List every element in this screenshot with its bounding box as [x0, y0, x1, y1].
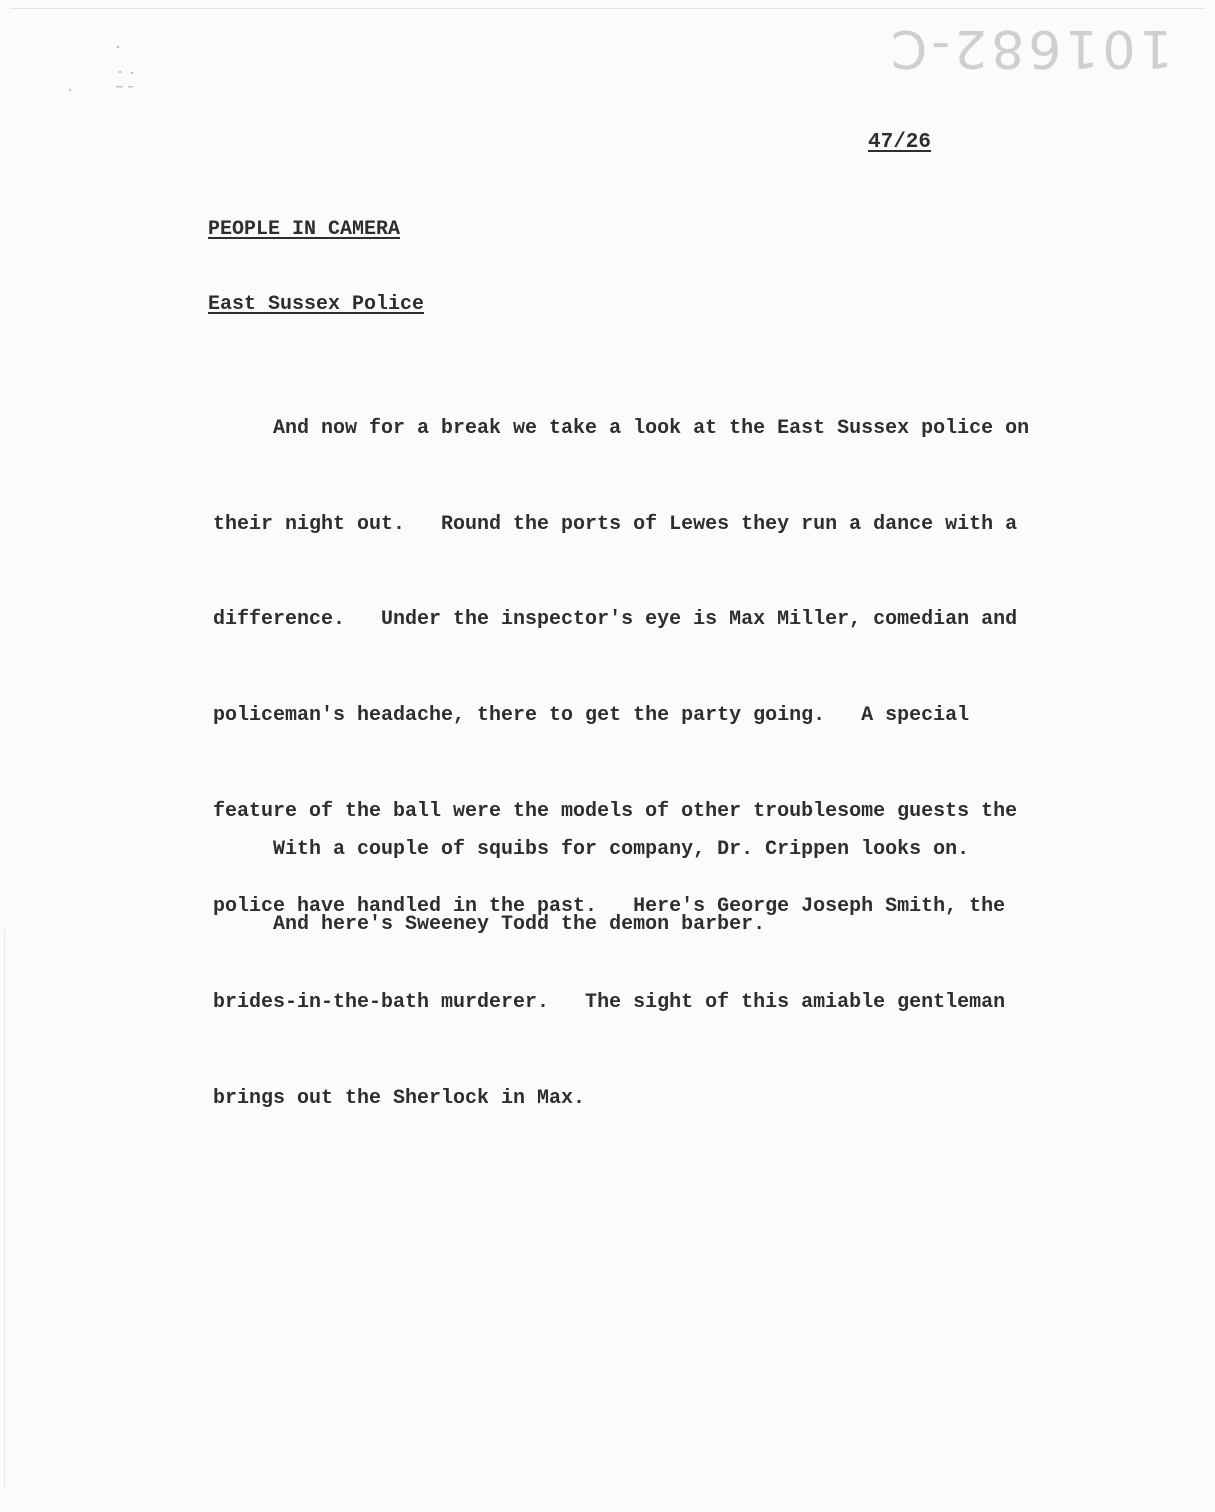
- scan-specks: [60, 40, 160, 110]
- catalog-number-stamp: 101682-C: [887, 18, 1173, 78]
- paragraph-1-line: police have handled in the past. Here's George Joseph Smith, the: [213, 895, 1006, 919]
- paragraph-1-line: feature of the ball were the models of other troublesome guests the: [213, 799, 1018, 823]
- paragraph-1-line: brides-in-the-bath murderer. The sight of this amiable gentleman: [213, 991, 1006, 1015]
- program-title: PEOPLE IN CAMERA: [208, 218, 401, 241]
- page-edge-left: [4, 930, 5, 1490]
- item-title: East Sussex Police: [208, 293, 425, 316]
- paragraph-1-line: difference. Under the inspector's eye is Max Miller, comedian and: [213, 608, 1018, 632]
- page-number: 47/26: [868, 131, 932, 154]
- page-edge-top: [10, 8, 1205, 9]
- paragraph-2-line: With a couple of squibs for company, Dr. Crippen looks on.: [213, 838, 970, 861]
- paragraph-1-line: their night out. Round the ports of Lewes they run a dance with a: [213, 512, 1018, 536]
- paragraph-3: [213, 854, 765, 996]
- paragraph-1-line: policeman's headache, there to get the party going. A special: [213, 704, 970, 728]
- paragraph-3-line: And here's Sweeney Todd the demon barber.: [213, 913, 766, 936]
- paragraph-1: [213, 358, 1029, 1170]
- paragraph-1-line: brings out the Sherlock in Max.: [213, 1086, 586, 1110]
- paragraph-1-line: And now for a break we take a look at the East Sussex police on: [213, 417, 1030, 440]
